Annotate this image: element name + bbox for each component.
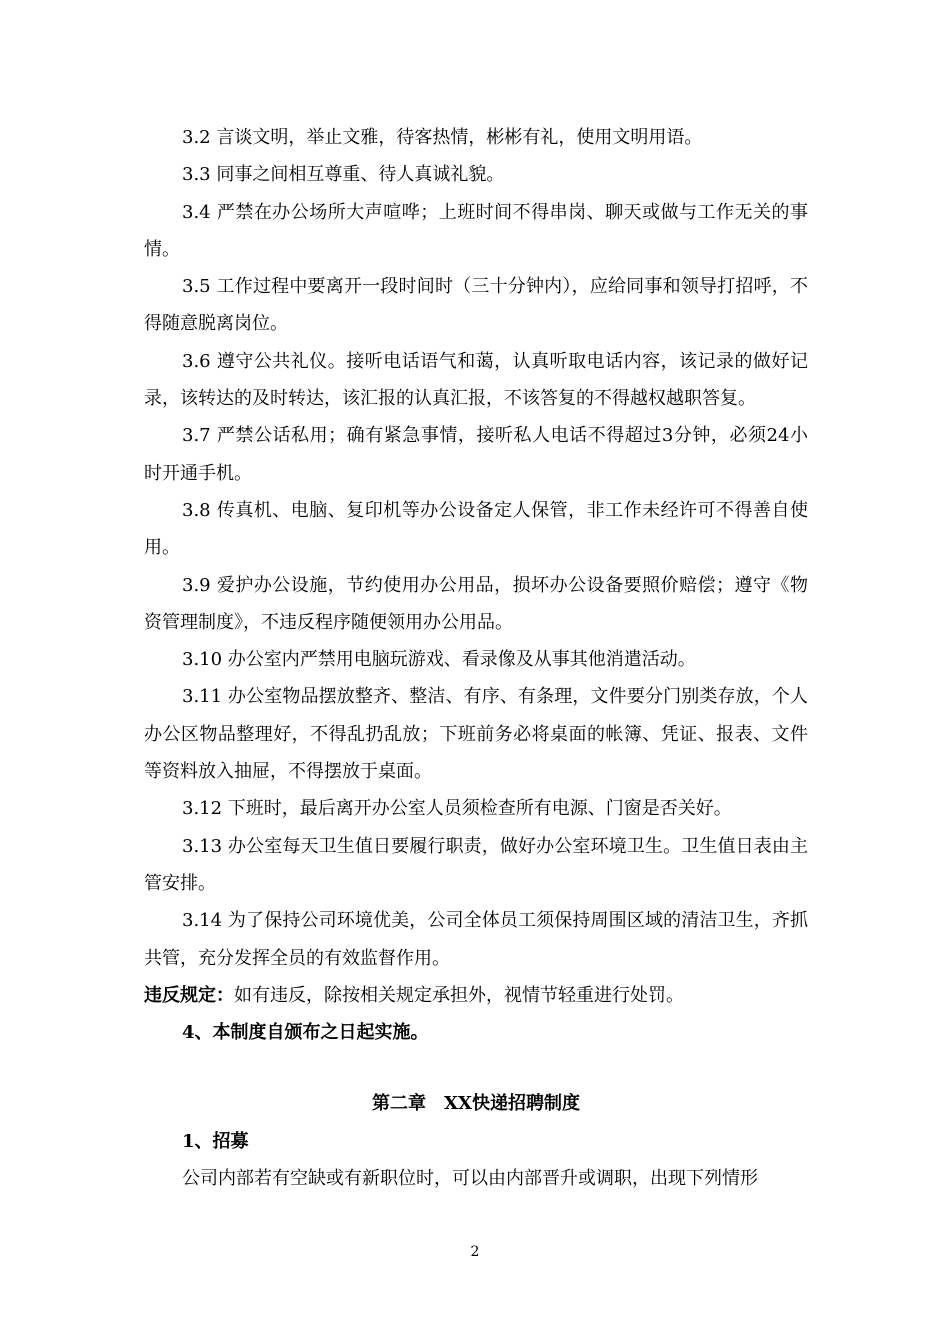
section-1-heading: 1、招募 bbox=[182, 1130, 249, 1152]
page-number: 2 bbox=[470, 1244, 480, 1260]
chapter-title: 第二章 XX快递招聘制度 bbox=[372, 1093, 580, 1115]
rule-3-3: 3.3 同事之间相互尊重、待人真诚礼貌。 bbox=[182, 164, 505, 186]
rule-3-13: 3.13 办公室每天卫生值日要履行职责，做好办公室环境卫生。卫生值日表由主管安排。 bbox=[144, 835, 808, 894]
document-body bbox=[144, 119, 808, 1197]
rule-3-8: 3.8 传真机、电脑、复印机等办公设备定人保管，非工作未经许可不得善自使用。 bbox=[144, 499, 808, 559]
violation-text: 如有违反，除按相关规定承担外，视情节轻重进行处罚。 bbox=[234, 984, 684, 1006]
rule-3-7: 3.7 严禁公话私用；确有紧急事情，接听私人电话不得超过3分钟，必须24小时开通手机。 bbox=[144, 425, 808, 484]
violation-label: 违反规定： bbox=[144, 984, 234, 1006]
rule-3-9: 3.9 爱护办公设施，节约使用办公用品，损坏办公设备要照价赔偿；遵守《物资管理制度》，不违反程序随便领用办公用品。 bbox=[144, 574, 808, 633]
rule-3-5: 3.5 工作过程中要离开一段时间时（三十分钟内），应给同事和领导打招呼，不得随意脱离岗位。 bbox=[144, 276, 808, 335]
rule-3-4: 3.4 严禁在办公场所大声喧哗；上班时间不得串岗、聊天或做与工作无关的事情。 bbox=[144, 201, 808, 260]
section-1-text: 公司内部若有空缺或有新职位时，可以由内部晋升或调职，出现下列情形 bbox=[182, 1168, 758, 1190]
violation-paragraph bbox=[144, 977, 808, 1014]
rule-3-14: 3.14 为了保持公司环境优美，公司全体员工须保持周围区域的清洁卫生，齐抓共管，充分发挥全员的有效监督作用。 bbox=[144, 910, 808, 969]
rule-3-11: 3.11 办公室物品摆放整齐、整洁、有序、有条理，文件要分门别类存放，个人办公区物品整理好，不得乱扔乱放；下班前务必将桌面的帐簿、凭证、报表、文件等资料放入抽屉，不得摆放于桌面。 bbox=[144, 686, 808, 783]
clause-4: 4、本制度自颁布之日起实施。 bbox=[182, 1022, 429, 1044]
rule-3-12: 3.12 下班时，最后离开办公室人员须检查所有电源、门窗是否关好。 bbox=[182, 798, 732, 820]
rule-3-10: 3.10 办公室内严禁用电脑玩游戏、看录像及从事其他消遣活动。 bbox=[182, 649, 696, 671]
rule-3-6: 3.6 遵守公共礼仪。接听电话语气和蔼，认真听取电话内容，该记录的做好记录，该转达的及时转达，该汇报的认真汇报，不该答复的不得越权越职答复。 bbox=[144, 350, 808, 410]
rule-3-2: 3.2 言谈文明，举止文雅，待客热情，彬彬有礼，使用文明用语。 bbox=[182, 127, 703, 148]
